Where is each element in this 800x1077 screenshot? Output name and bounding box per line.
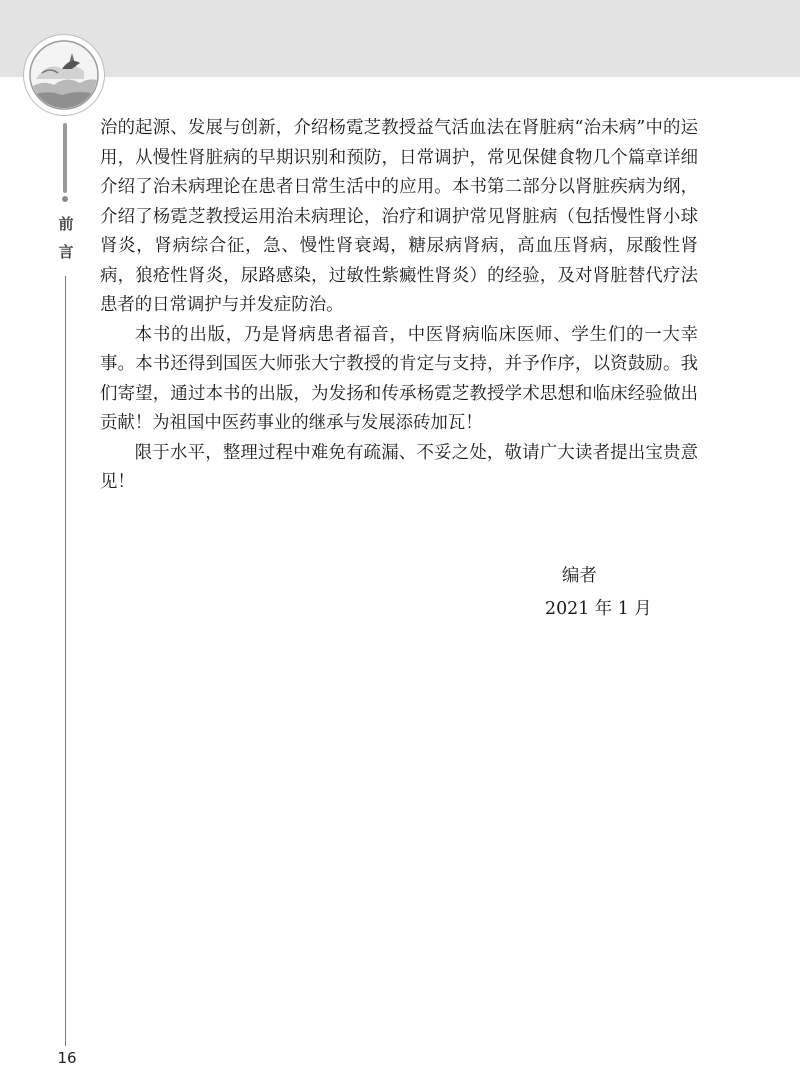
margin-rule-dot — [62, 196, 68, 202]
paragraph: 限于水平，整理过程中难免有疏漏、不妥之处，敬请广大读者提出宝贵意见！ — [100, 442, 698, 492]
side-label-char: 前 — [58, 215, 74, 233]
paragraph: 治的起源、发展与创新，介绍杨霓芝教授益气活血法在肾脏病“治未病”中的运用，从慢性肾脏病的早期识别和预防，日常调护，常见保健食物几个篇章详细介绍了治未病理论在患者日常生活中的应用。本书第二部分以肾脏疾病为纲，介绍了杨霓芝教授运用治未病理论，治疗和调护常见肾脏病（包括慢性肾小球肾炎，肾病综合征，急、慢性肾衰竭，糖尿病肾病，高血压肾病，尿酸性肾病，狼疮性肾炎，尿路感染，过敏性紫癜性肾炎）的经验，及对肾脏替代疗法患者的日常调护与并发症防治。 — [100, 118, 698, 315]
margin-rule-thin — [65, 276, 66, 1046]
side-label-char: 言 — [58, 243, 74, 261]
paragraph: 本书的出版，乃是肾病患者福音，中医肾病临床医师、学生们的一大幸事。本书还得到国医大师张大宁教授的肯定与支持，并予作序，以资鼓励。我们寄望，通过本书的出版，为发扬和传承杨霓芝教授学术思想和临床经验做出贡献！为祖国中医药事业的继承与发展添砖加瓦！ — [100, 324, 698, 433]
landscape-emblem-icon — [24, 35, 104, 115]
side-section-label — [56, 210, 76, 266]
margin-rule-thick — [63, 123, 67, 193]
body-text — [100, 114, 698, 498]
signature-name: 编者 — [562, 566, 597, 586]
page-number: 16 — [57, 1049, 77, 1067]
header-band — [0, 0, 800, 77]
signature-date: 2021 年 1 月 — [545, 599, 652, 619]
